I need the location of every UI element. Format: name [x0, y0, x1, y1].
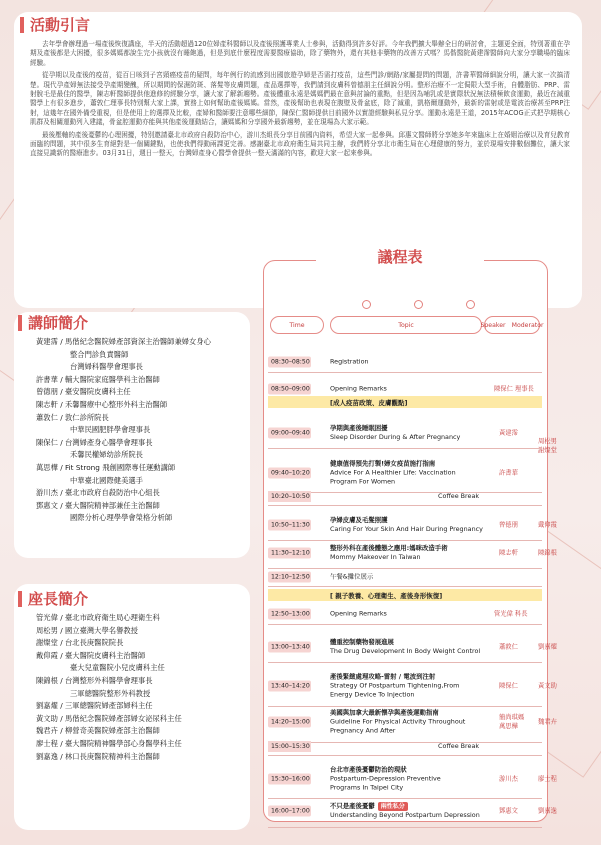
topic-line: The Drug Development In Body Weight Control	[330, 647, 481, 655]
intro-paragraph: 最後壓軸的產後憂鬱的心理困擾，特別邀請臺北市政府自殺防治中心，游川杰組長分享目前國內資料，希望大家一起參與。邱惠文醫師將分享她多年來臨床上在婚姻治療以及育兒教育面臨的問題，其中很多生育絕對是一個關鍵點，也使我們得動兩課更完善。感謝臺北市政府衛生局共同主辦，我們將分享北市衛生局在心理健康的努力，並於現場安排數個攤位，讓大家直接見識新的醫療進步。03月31日，週日一整天，台灣婦產身心醫學會提供一整天滿滿的內容，歡迎大家一起來參與。	[30, 130, 570, 158]
row-time: 12:10–12:50	[268, 572, 311, 583]
list-item: 整合門診負責醫師	[70, 349, 129, 359]
topic-line: Caring For Your Skin And Hair During Pregnancy	[330, 525, 483, 533]
list-item: 黃文助 / 馬偕紀念醫院婦產部婦女泌尿科主任	[36, 713, 182, 723]
list-item: 禾馨民權婦幼診所院長	[70, 450, 143, 460]
topic-line: 台北市產後憂鬱防治的現狀	[330, 765, 407, 774]
row-speaker: 蕭敦仁	[499, 643, 518, 651]
list-item: 蕭敦仁 / 敦仁診所院長	[36, 412, 109, 422]
topic-line: Programs In Taipei City	[330, 783, 404, 792]
row-topic	[330, 385, 387, 394]
topic-line: Registration	[330, 357, 369, 366]
list-item: 戴仰霞 / 臺大醫院皮膚科主治醫師	[36, 650, 146, 660]
intro-text	[30, 40, 570, 162]
row-speaker: 曾德朋	[499, 521, 518, 529]
row-topic	[330, 358, 369, 367]
row-divider	[268, 448, 542, 449]
topic-line: 孕婦皮膚及毛髮照護	[330, 516, 388, 524]
row-speaker: 許書華	[499, 469, 518, 477]
row-divider	[268, 662, 542, 663]
speaker-list	[36, 336, 248, 525]
schedule-row	[268, 456, 542, 490]
row-time: 13:00–13:40	[268, 642, 311, 653]
row-divider	[268, 505, 542, 506]
row-moderator: 廖士程	[538, 775, 557, 783]
row-time: 14:20–15:00	[268, 717, 311, 728]
row-moderator: 魏君卉	[538, 718, 557, 726]
binder-ring	[466, 300, 475, 309]
moderators-title: 座長簡介	[28, 590, 89, 608]
moderator-list	[36, 612, 248, 763]
topic-line: 孕期與產後睡眠困擾	[330, 424, 388, 432]
row-time: 10:20–10:50	[268, 491, 311, 502]
topic-line: Energy Device To Injection	[330, 690, 415, 699]
row-moderator: 黃文助	[538, 682, 557, 690]
topic-line: 健康值得預先打製!婦女疫苗施打指南	[330, 459, 436, 468]
row-topic	[330, 516, 483, 534]
row-topic	[330, 802, 480, 820]
schedule-row	[268, 540, 557, 566]
row-divider	[268, 568, 542, 569]
row-time: 10:50–11:30	[268, 520, 311, 531]
row-time: 08:50–09:00	[268, 384, 311, 395]
row-speaker: 陳保仁	[499, 682, 518, 690]
list-item: 陳保仁 / 台灣婦產身心醫學會理事長	[36, 437, 153, 447]
row-speaker: 鄧惠文	[499, 807, 518, 815]
topic-line: 午餐&攤位展示	[330, 572, 374, 581]
list-item: 魏君卉 / 柳營奇美醫院婦產部主治醫師	[36, 726, 160, 736]
list-item: 黃建霈 / 馬偕紀念醫院婦產部資深主治醫師兼婦女身心	[36, 337, 211, 346]
coffee-break-label: Coffee Break	[438, 492, 480, 500]
row-moderator: 周松男 謝燦堂	[538, 438, 557, 454]
row-topic	[330, 460, 456, 487]
schedule-row	[268, 634, 557, 660]
session-band: [成人疫苗政策、皮膚觀點]	[268, 396, 542, 408]
list-item: 中華臺北國際健美選手	[70, 475, 143, 485]
row-time: 15:00–15:30	[268, 741, 311, 752]
list-item: 曾德朋 / 臺安醫院皮膚科主任	[36, 387, 131, 397]
intro-paragraph: 從孕期以及產後的疫苗，從百日咳到子宮頸癌疫苗的疑問，每年例行的流感到出國旅遊孕婦是否需打疫苗，這些門診/網路/家屬提問的問題，許書華醫師細說分明，讓大家一次搞清楚。現代孕產婦無法接受孕產期變醜，所以期間的保濕防斑、落髮等皮膚問題，產品選擇等，我們請到皮膚科曾德朋主任細說分明。整形治療不一定侷限大型手術，自體脂肪、PRP、雷射脫毛是最佳的醫學，陳志軒醫師提供他進修的經驗分享，讓大家了解新趨勢。產後體重永遠是媽媽們最在意與討論的重點，但是因為哺乳或是實際狀況無法積極飲食運動，最近在減重醫學上有很多進步，蕭敦仁理事長特別幫大家上課，實務上如何幫助產後媽媽。當然，產後幫助也表現在腹壁及骨盆底，除了減重，凱格爾運動外，最新的雷射或是電波治療甚至PRP注射，這幾年在國外備受重視，但是使用上的選擇及比較，產婦和醫師要注意哪些細節，陳保仁醫師提供目前國外以實證經驗與私見分享。運動永遠是王道，2015年ACOG正式把孕期核心肌群及相關運動列入建議，骨盆腔運動亦能與其他產後運動結合，讓媽媽和分享國外最新趨勢，並在現場為大家示範。	[30, 71, 570, 127]
binder-ring	[414, 300, 423, 309]
col-time-header: Time	[270, 316, 324, 334]
row-speaker: 陳志軒	[499, 549, 518, 557]
row-speaker: 黃建霈	[499, 429, 518, 437]
row-time: 09:40–10:20	[268, 468, 311, 479]
row-speaker: 陳保仁 理事長	[494, 385, 534, 393]
schedule-row	[268, 797, 557, 825]
topic-line: Postpartum-Depression Preventive	[330, 774, 441, 783]
topic-line: 不只是產後憂鬱 兩性私分	[330, 802, 480, 811]
schedule-row	[268, 762, 557, 796]
coffee-break-label: Coffee Break	[438, 742, 480, 750]
binder-ring	[362, 300, 371, 309]
row-topic	[330, 544, 448, 562]
coffee-break-row	[268, 741, 542, 753]
heading-bar	[18, 315, 22, 331]
topic-line: Opening Remarks	[330, 609, 387, 618]
speakers-title: 講師簡介	[28, 314, 89, 332]
heading-bar	[18, 591, 22, 607]
row-time: 16:00–17:00	[268, 806, 311, 817]
row-topic	[330, 766, 441, 793]
list-item: 許書華 / 輔大醫院家庭醫學科主治醫師	[36, 374, 160, 384]
col-moderator-label: Moderator	[511, 321, 544, 329]
topic-line: Guideline For Physical Activity Throughout	[330, 717, 466, 726]
intro-heading	[20, 14, 90, 35]
row-speaker: 管光偉 科長	[494, 610, 528, 618]
schedule-row	[268, 381, 542, 397]
topic-line: Program For Women	[330, 477, 396, 486]
topic-line: 整形外科在產後體態之應用:媽咪改造手術	[330, 544, 448, 552]
list-item: 陳錦根 / 台灣整形外科醫學會理事長	[36, 675, 153, 685]
row-divider	[268, 624, 542, 625]
row-time: 09:00–09:40	[268, 428, 311, 439]
list-item: 台灣婦科醫學會理事長	[70, 362, 143, 372]
session-band: [ 親子教養、心理衛生、產後身形恢復]	[268, 589, 542, 601]
row-topic	[330, 610, 387, 619]
row-topic	[330, 673, 459, 700]
list-item: 中華民國肥胖學會理事長	[70, 425, 151, 435]
schedule-heading	[316, 240, 484, 272]
speakers-heading	[18, 312, 88, 333]
list-item: 游川杰 / 臺北市政府自殺防治中心組長	[36, 488, 160, 498]
schedule-row	[268, 704, 557, 740]
list-item: 萬思樺 / Fit Strong 飛創國際專任運動講師	[36, 462, 176, 472]
coffee-break-row	[268, 491, 542, 503]
schedule-row	[268, 668, 557, 704]
row-divider	[268, 372, 542, 373]
row-moderator: 劉嘉逸	[538, 807, 557, 815]
list-item: 陳志軒 / 禾馨醫療中心整形外科主治醫師	[36, 399, 168, 409]
schedule-row	[268, 354, 542, 370]
list-item: 管光偉 / 臺北市政府衛生局心理衛生科	[36, 613, 160, 622]
topic-line: 產後緊緻處理攻略-雷射 / 電波到注射	[330, 672, 436, 681]
row-time: 15:30–16:00	[268, 774, 311, 785]
row-time: 12:50–13:00	[268, 609, 311, 620]
row-time: 11:30–12:10	[268, 548, 311, 559]
intro-paragraph: 去年學會辦理過一場產後恢復講座，半天的活動超過120位婦產科醫師以及產後照護專業人士參與，活動得到許多好評。今年我們擴大舉辦全日的研討會，主題更全面，特別著重在孕期及產後都是大困擾，很多媽媽都說生完小孩就沒有睡飽過，但是到底什麼程度需要醫療協助，除了藥物外，還有其他非藥物的改善方式嗎？馬偕醫院黃建霈醫師向大家分享職場的臨床經驗。	[30, 40, 570, 67]
schedule-row	[268, 420, 557, 454]
row-speaker: 簡尚琪媽 萬思樺	[499, 714, 525, 730]
list-item: 劉嘉燿 / 三軍總醫院婦產部婦科主任	[36, 701, 153, 711]
list-item: 周松男 / 國立臺灣大學名譽教授	[36, 625, 138, 635]
topic-line: 體重控制藥物發展進展	[330, 638, 394, 646]
row-speaker: 游川杰	[499, 775, 518, 783]
row-moderator: 劉嘉燿	[538, 643, 557, 651]
moderators-heading	[18, 588, 88, 609]
row-divider	[268, 755, 542, 756]
col-topic-header: Topic	[330, 316, 482, 334]
row-divider	[268, 586, 542, 587]
list-item: 劉嘉逸 / 林口長庚醫院精神科主治醫師	[36, 751, 160, 761]
col-speaker-moderator-header	[480, 316, 544, 334]
row-topic	[330, 638, 480, 656]
topic-line: Pregnancy And After	[330, 726, 396, 735]
topic-line: Opening Remarks	[330, 384, 387, 393]
row-time: 08:30–08:50	[268, 357, 311, 368]
row-topic	[330, 424, 460, 442]
row-topic	[330, 709, 465, 736]
topic-line: 美國與加拿大最新懷孕與產後運動指南	[330, 708, 439, 717]
list-item: 臺大兒童醫院小兒皮膚科主任	[70, 663, 165, 673]
intro-title: 活動引言	[30, 16, 91, 34]
col-speaker-label: Speaker	[480, 321, 506, 329]
schedule-title: 議程表	[377, 247, 423, 266]
topic-line: Mommy Makeover In Taiwan	[330, 553, 421, 561]
list-item: 國際分析心理學學會榮格分析師	[70, 513, 173, 523]
topic-line: Understanding Beyond Postpartum Depression	[330, 811, 480, 819]
topic-line: Advice For A Healthier Life: Vaccination	[330, 468, 456, 477]
list-item: 鄧惠文 / 臺大醫院精神部兼任主治醫師	[36, 500, 160, 510]
row-topic	[330, 573, 373, 582]
row-divider	[268, 827, 542, 828]
schedule-row	[268, 512, 557, 538]
row-moderator: 陳錦根	[538, 549, 557, 557]
list-item: 廖士程 / 臺大醫院精神醫學部心身醫學科主任	[36, 738, 182, 748]
schedule-row	[268, 606, 542, 622]
row-moderator: 戴仰霞	[538, 521, 557, 529]
heading-bar	[20, 17, 24, 33]
list-item: 三軍總醫院整形外科教授	[70, 688, 151, 698]
topic-line: Sleep Disorder During & After Pregnancy	[330, 433, 461, 441]
topic-line: Strategy Of Postpartum Tightening,From	[330, 681, 460, 690]
schedule-row	[268, 570, 542, 584]
row-time: 13:40–14:20	[268, 681, 311, 692]
list-item: 謝燦堂 / 台北長庚醫院院長	[36, 638, 124, 648]
topic-tag: 兩性私分	[378, 802, 408, 811]
